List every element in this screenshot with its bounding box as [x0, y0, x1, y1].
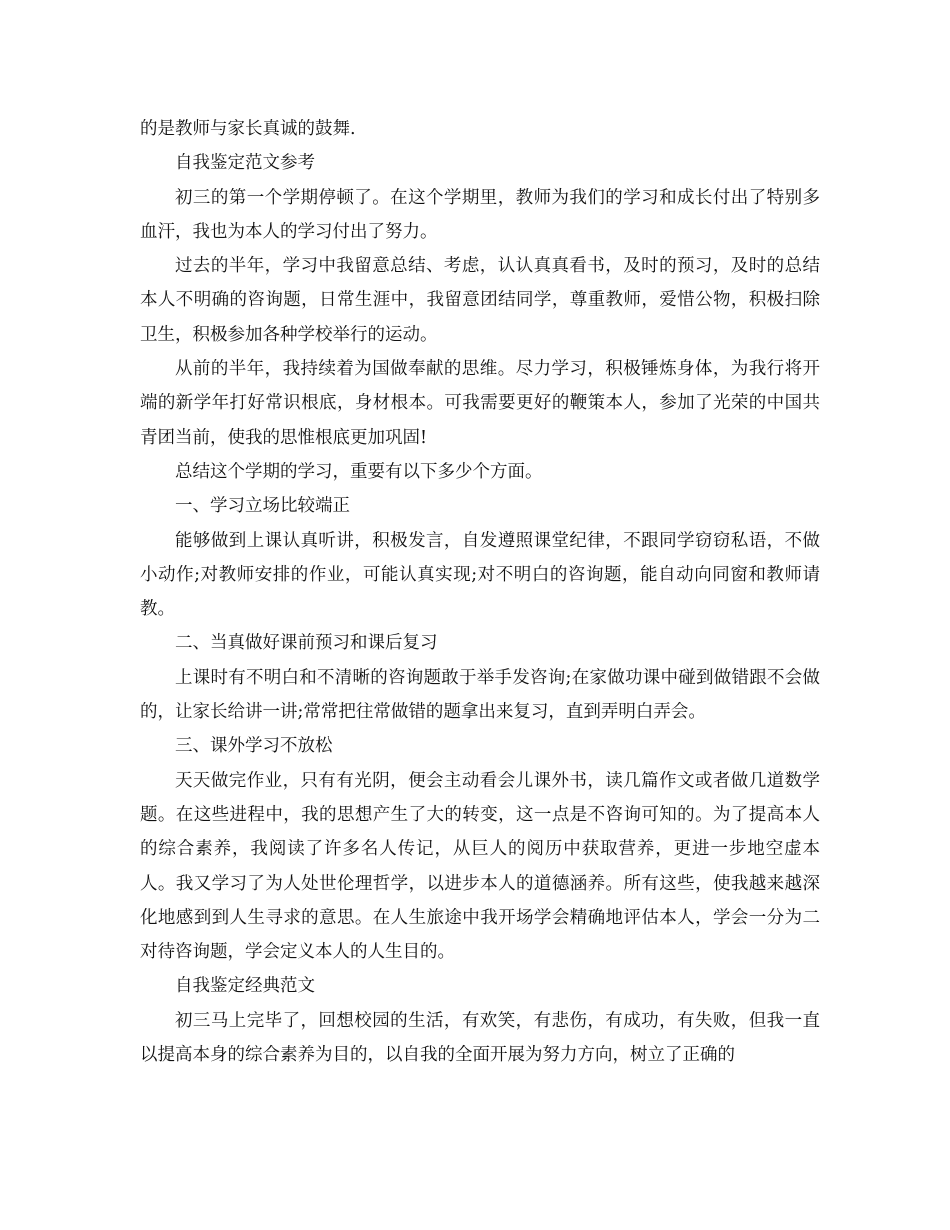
paragraph: 上课时有不明白和不清晰的咨询题敢于举手发咨询;在家做功课中碰到做错跟不会做的，让家长给讲一讲;常常把往常做错的题拿出来复习，直到弄明白弄会。 [140, 667, 820, 723]
paragraph: 总结这个学期的学习，重要有以下多少个方面。 [175, 461, 543, 482]
paragraph: 天天做完作业，只有有光阴，便会主动看会儿课外书，读几篇作文或者做几道数学题。在这些进程中，我的思想产生了大的转变，这一点是不咨询可知的。为了提高本人的综合素养，我阅读了许多名人传记，从巨人的阅历中获取营养，更进一步地空虚本人。我又学习了为人处世伦理哲学，以进步本人的道德涵养。所有这些，使我越来越深化地感到到人生寻求的意思。在人生旅途中我开场学会精确地评估本人，学会一分为二对待咨询题，学会定义本人的人生目的。 [140, 770, 820, 963]
subheading-1: 一、学习立场比较端正 [175, 496, 350, 517]
subheading-3: 三、课外学习不放松 [175, 736, 333, 757]
paragraph: 初三马上完毕了，回想校园的生活，有欢笑，有悲伤，有成功，有失败，但我一直以提高本身的综合素养为目的，以自我的全面开展为努力方向，树立了正确的 [140, 1010, 820, 1066]
document-body [140, 112, 820, 1072]
paragraph: 过去的半年，学习中我留意总结、考虑，认认真真看书，及时的预习，及时的总结本人不明确的咨询题，日常生涯中，我留意团结同学，尊重教师，爱惜公物，积极扫除卫生，积极参加各种学校举行的运动。 [140, 256, 820, 345]
section-heading-classic: 自我鉴定经典范文 [175, 976, 315, 997]
paragraph: 初三的第一个学期停顿了。在这个学期里，教师为我们的学习和成长付出了特别多血汗，我也为本人的学习付出了努力。 [140, 187, 820, 242]
paragraph-continuation: 的是教师与家长真诚的鼓舞. [140, 119, 356, 139]
paragraph: 从前的半年，我持续着为国做奉献的思维。尽力学习，积极锤炼身体，为我行将开端的新学年打好常识根底，身材根本。可我需要更好的鞭策本人，参加了光荣的中国共青团当前，使我的思惟根底更加巩固! [140, 359, 820, 448]
section-heading-reference: 自我鉴定范文参考 [175, 153, 315, 174]
subheading-2: 二、当真做好课前预习和课后复习 [175, 633, 438, 654]
paragraph: 能够做到上课认真听讲，积极发言，自发遵照课堂纪律，不跟同学窃窃私语，不做小动作;对教师安排的作业，可能认真实现;对不明白的咨询题，能自动向同窗和教师请教。 [140, 530, 820, 620]
